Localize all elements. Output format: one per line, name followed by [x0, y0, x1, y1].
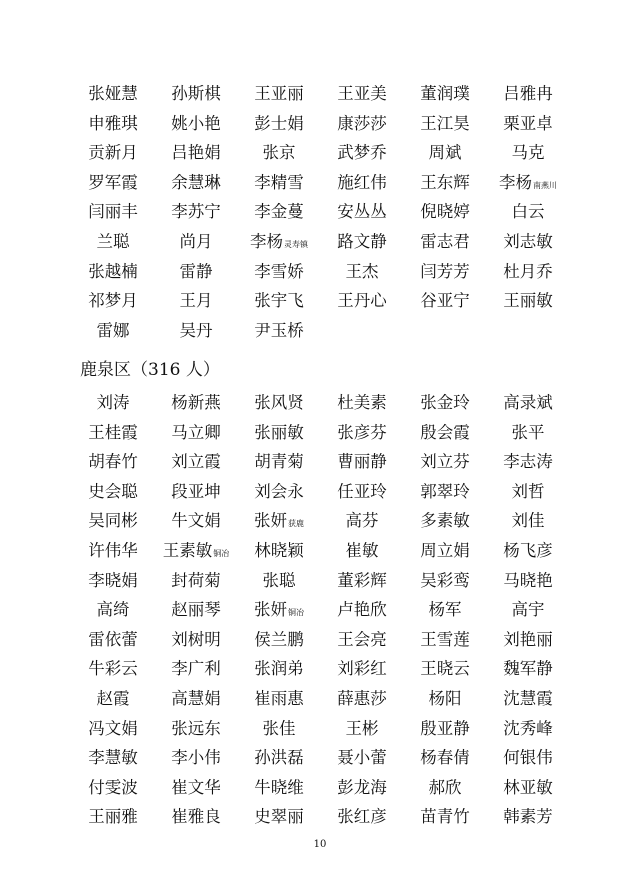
name-entry: [72, 418, 154, 448]
person-name: 曹丽静: [337, 452, 387, 472]
page-number: 10: [313, 839, 327, 850]
name-list-top: [72, 79, 592, 345]
name-entry: [238, 79, 320, 109]
name-entry: [404, 595, 486, 625]
name-entry: [72, 654, 154, 684]
name-entry: [238, 773, 320, 803]
name-entry: [321, 418, 403, 448]
name-entry: [238, 802, 320, 832]
person-name: 多素敏: [420, 511, 470, 531]
person-name: 尚月: [179, 231, 213, 251]
person-name: 高录斌: [503, 393, 553, 412]
name-entry: [238, 566, 320, 596]
name-entry: [404, 168, 486, 198]
person-name: 李杨: [499, 172, 532, 192]
person-name: 武梦乔: [337, 143, 387, 163]
person-name: 罗军霞: [88, 172, 138, 192]
person-name: 王丹心: [337, 291, 387, 311]
location-note: 铜冶: [288, 608, 304, 618]
person-name: 刘艳丽: [503, 629, 553, 649]
name-entry: [155, 802, 237, 832]
location-note: 铜冶: [213, 548, 230, 558]
person-name: 王桂霞: [88, 422, 138, 442]
person-name: 牛晓维: [254, 777, 304, 797]
name-entry: [238, 447, 320, 477]
person-name: 高芬: [345, 511, 379, 531]
person-name: 施红伟: [337, 172, 387, 192]
person-name: 王丽敏: [503, 291, 553, 311]
person-name: 贡新月: [88, 143, 138, 163]
person-name: 杨春倩: [420, 748, 470, 768]
person-name: 杨新燕: [171, 393, 221, 412]
name-entry: [238, 625, 320, 655]
name-entry: [487, 506, 569, 536]
person-name: 胡春竹: [88, 452, 138, 472]
person-name: 王晓云: [420, 659, 470, 679]
person-name: 杨阳: [428, 688, 462, 708]
person-name: 聂小蕾: [337, 748, 387, 768]
name-entry: [238, 536, 320, 566]
name-entry: [404, 773, 486, 803]
name-entry: [404, 477, 486, 507]
person-name: 王江昊: [420, 113, 470, 133]
person-name: 李志涛: [503, 452, 553, 472]
name-entry: [155, 743, 237, 773]
name-entry: [487, 418, 569, 448]
person-name: 卢艳欣: [337, 600, 387, 620]
person-name: 王彬: [345, 718, 379, 738]
person-name: 闫芳芳: [420, 261, 470, 281]
person-name: 张风贤: [254, 393, 304, 412]
name-entry: [404, 802, 486, 832]
name-entry: [72, 257, 154, 287]
name-entry: [72, 197, 154, 227]
person-name: 张平: [511, 422, 545, 442]
location-note: 南燕川: [533, 180, 557, 190]
person-name: 李金蔓: [254, 202, 304, 222]
name-entry: [487, 168, 569, 198]
person-name: 薛惠莎: [337, 688, 387, 708]
person-name: 李小伟: [171, 748, 221, 768]
name-entry: [155, 79, 237, 109]
name-entry: [238, 286, 320, 316]
name-entry: [404, 138, 486, 168]
person-name: 杨飞彦: [503, 540, 553, 560]
name-entry: [321, 595, 403, 625]
person-name: 林晓颖: [254, 540, 304, 560]
person-name: 殷会霞: [420, 422, 470, 442]
name-entry: [404, 625, 486, 655]
person-name: 张彦芬: [337, 422, 387, 442]
name-entry: [487, 566, 569, 596]
person-name: 吕艳娟: [171, 143, 221, 163]
name-entry: [487, 595, 569, 625]
person-name: 兰聪: [96, 231, 130, 251]
person-name: 高慧娟: [171, 688, 221, 708]
person-name: 马立卿: [171, 422, 221, 442]
name-entry: [404, 286, 486, 316]
name-entry: [72, 566, 154, 596]
person-name: 张娅慧: [88, 84, 138, 103]
name-entry: [321, 388, 403, 418]
name-entry: [155, 654, 237, 684]
name-entry: [72, 388, 154, 418]
name-entry: [72, 227, 154, 257]
person-name: 魏军静: [503, 659, 553, 679]
person-name: 牛彩云: [88, 659, 138, 679]
person-name: 雷娜: [96, 320, 130, 340]
person-name: 任亚玲: [337, 481, 387, 501]
location-note: 获鹿: [288, 519, 304, 529]
name-entry: [238, 168, 320, 198]
name-entry: [487, 477, 569, 507]
name-entry: [155, 197, 237, 227]
person-name: 林亚敏: [503, 777, 553, 797]
name-entry: [404, 418, 486, 448]
name-entry: [321, 168, 403, 198]
person-name: 祁梦月: [88, 291, 138, 311]
person-name: 高绮: [96, 600, 130, 620]
person-name: 张金玲: [420, 393, 470, 412]
person-name: 王雪莲: [420, 629, 470, 649]
name-entry: [404, 684, 486, 714]
name-entry: [72, 138, 154, 168]
name-entry: [321, 773, 403, 803]
name-entry: [404, 257, 486, 287]
person-name: 张聪: [262, 570, 296, 590]
name-entry: [487, 714, 569, 744]
name-entry: [72, 595, 154, 625]
name-entry: [72, 684, 154, 714]
person-name: 吴同彬: [88, 511, 138, 531]
name-entry: [321, 684, 403, 714]
name-entry: [155, 227, 237, 257]
name-entry: [321, 138, 403, 168]
name-entry: [404, 227, 486, 257]
name-entry: [404, 743, 486, 773]
person-name: 栗亚卓: [503, 113, 553, 133]
person-name: 封荷菊: [171, 570, 221, 590]
person-name: 冯文娟: [88, 718, 138, 738]
name-list-luquan: [72, 388, 592, 832]
person-name: 刘志敏: [503, 231, 553, 251]
name-entry: [72, 79, 154, 109]
person-name: 李晓娟: [88, 570, 138, 590]
person-name: 张妍: [254, 600, 287, 620]
name-entry: [238, 506, 320, 536]
person-name: 康莎莎: [337, 113, 387, 133]
name-entry: [72, 316, 154, 346]
name-entry: [487, 286, 569, 316]
person-name: 侯兰鹏: [254, 629, 304, 649]
name-entry: [72, 506, 154, 536]
person-name: 刘佳: [511, 511, 545, 531]
person-name: 赵霞: [96, 688, 130, 708]
person-name: 张红彦: [337, 807, 387, 827]
name-entry: [238, 477, 320, 507]
person-name: 史翠丽: [254, 807, 304, 827]
person-name: 王素敏: [162, 540, 213, 560]
name-entry: [72, 802, 154, 832]
person-name: 高宇: [511, 600, 545, 620]
person-name: 路文静: [337, 231, 387, 251]
name-entry: [155, 506, 237, 536]
person-name: 张越楠: [88, 261, 138, 281]
name-entry: [155, 477, 237, 507]
name-entry: [238, 654, 320, 684]
name-entry: [72, 447, 154, 477]
person-name: 赵丽琴: [171, 600, 221, 620]
person-name: 申雅琪: [88, 113, 138, 133]
person-name: 张远东: [171, 718, 221, 738]
person-name: 李慧敏: [88, 748, 138, 768]
name-entry: [321, 447, 403, 477]
name-entry: [487, 684, 569, 714]
name-entry: [155, 625, 237, 655]
name-entry: [72, 109, 154, 139]
name-entry: [238, 743, 320, 773]
person-name: 张妍: [254, 511, 287, 531]
person-name: 许伟华: [88, 540, 138, 560]
name-entry: [72, 743, 154, 773]
name-entry: [72, 625, 154, 655]
name-entry: [238, 714, 320, 744]
name-entry: [321, 506, 403, 536]
person-name: 孙洪磊: [254, 748, 304, 768]
name-entry: [155, 388, 237, 418]
person-name: 雷志君: [420, 231, 470, 251]
person-name: 雷静: [179, 261, 213, 281]
name-entry: [155, 316, 237, 346]
person-name: 李杨: [250, 231, 283, 251]
person-name: 苗青竹: [420, 807, 470, 827]
name-entry: [404, 109, 486, 139]
name-entry: [321, 197, 403, 227]
name-entry: [155, 257, 237, 287]
person-name: 张丽敏: [254, 422, 304, 442]
name-entry: [155, 773, 237, 803]
name-entry: [404, 506, 486, 536]
person-name: 何银伟: [503, 748, 553, 768]
person-name: 周斌: [428, 143, 462, 163]
person-name: 李广利: [171, 659, 221, 679]
name-entry: [487, 388, 569, 418]
name-entry: [238, 418, 320, 448]
name-entry: [321, 79, 403, 109]
person-name: 郭翠玲: [420, 481, 470, 501]
person-name: 杨军: [428, 600, 462, 620]
name-entry: [238, 227, 320, 257]
person-name: 雷依蕾: [88, 629, 138, 649]
person-name: 殷亚静: [420, 718, 470, 738]
name-entry: [404, 654, 486, 684]
person-name: 闫丽丰: [88, 202, 138, 222]
person-name: 余慧琳: [171, 172, 221, 192]
name-entry: [404, 566, 486, 596]
person-name: 王东辉: [420, 172, 470, 192]
name-entry: [404, 79, 486, 109]
name-entry: [238, 595, 320, 625]
name-entry: [321, 802, 403, 832]
name-entry: [155, 714, 237, 744]
name-entry: [155, 109, 237, 139]
person-name: 史会聪: [88, 481, 138, 501]
name-entry: [155, 536, 237, 566]
name-entry: [155, 286, 237, 316]
name-entry: [487, 227, 569, 257]
person-name: 李雪娇: [254, 261, 304, 281]
person-name: 张宇飞: [254, 291, 304, 311]
person-name: 刘涛: [96, 393, 130, 412]
person-name: 彭士娟: [254, 113, 304, 133]
person-name: 董润璞: [420, 84, 470, 103]
person-name: 韩素芳: [503, 807, 553, 827]
person-name: 张佳: [262, 718, 296, 738]
person-name: 吴丹: [179, 320, 213, 340]
person-name: 牛文娟: [171, 511, 221, 531]
name-entry: [487, 625, 569, 655]
person-name: 杜美素: [337, 393, 387, 412]
person-name: 崔敏: [345, 540, 379, 560]
name-entry: [238, 138, 320, 168]
name-entry: [487, 654, 569, 684]
person-name: 倪晓婷: [420, 202, 470, 222]
person-name: 吴彩鸾: [420, 570, 470, 590]
name-entry: [321, 536, 403, 566]
person-name: 王亚美: [337, 84, 387, 103]
name-entry: [155, 418, 237, 448]
person-name: 崔文华: [171, 777, 221, 797]
name-entry: [404, 447, 486, 477]
person-name: 王杰: [345, 261, 379, 281]
name-entry: [404, 197, 486, 227]
name-entry: [155, 684, 237, 714]
person-name: 刘立芬: [420, 452, 470, 472]
name-entry: [155, 447, 237, 477]
name-entry: [155, 138, 237, 168]
name-entry: [321, 743, 403, 773]
name-entry: [72, 477, 154, 507]
name-entry: [238, 684, 320, 714]
person-name: 王亚丽: [254, 84, 304, 103]
person-name: 刘树明: [171, 629, 221, 649]
person-name: 马克: [511, 143, 545, 163]
name-entry: [487, 138, 569, 168]
name-entry: [487, 197, 569, 227]
person-name: 董彩辉: [337, 570, 387, 590]
person-name: 周立娟: [420, 540, 470, 560]
person-name: 彭龙海: [337, 777, 387, 797]
name-entry: [321, 654, 403, 684]
name-entry: [72, 714, 154, 744]
person-name: 孙斯棋: [171, 84, 221, 103]
name-entry: [321, 714, 403, 744]
name-entry: [72, 286, 154, 316]
person-name: 王丽雅: [88, 807, 138, 827]
name-entry: [155, 566, 237, 596]
person-name: 胡青菊: [254, 452, 304, 472]
name-entry: [487, 802, 569, 832]
name-entry: [404, 714, 486, 744]
person-name: 张京: [262, 143, 296, 163]
name-entry: [487, 447, 569, 477]
location-note: 灵寿镇: [284, 239, 308, 249]
person-name: 白云: [511, 202, 545, 222]
name-entry: [487, 257, 569, 287]
name-entry: [321, 566, 403, 596]
name-entry: [155, 168, 237, 198]
name-entry: [238, 316, 320, 346]
name-entry: [487, 536, 569, 566]
name-entry: [72, 536, 154, 566]
name-entry: [321, 109, 403, 139]
person-name: 刘会永: [254, 481, 304, 501]
name-entry: [487, 743, 569, 773]
person-name: 李精雪: [254, 172, 304, 192]
person-name: 崔雅良: [171, 807, 221, 827]
person-name: 吕雅冉: [503, 84, 553, 103]
person-name: 付雯波: [88, 777, 138, 797]
name-entry: [487, 109, 569, 139]
name-entry: [238, 257, 320, 287]
person-name: 李苏宁: [171, 202, 221, 222]
section-heading-luquan: 鹿泉区（316 人）: [80, 360, 220, 380]
person-name: 谷亚宁: [420, 291, 470, 311]
name-entry: [321, 257, 403, 287]
name-entry: [72, 773, 154, 803]
person-name: 张润弟: [254, 659, 304, 679]
name-entry: [72, 168, 154, 198]
person-name: 尹玉桥: [254, 320, 304, 340]
name-entry: [321, 227, 403, 257]
name-entry: [155, 595, 237, 625]
person-name: 郝欣: [428, 777, 462, 797]
person-name: 沈秀峰: [503, 718, 553, 738]
person-name: 刘彩红: [337, 659, 387, 679]
person-name: 沈慧霞: [503, 688, 553, 708]
person-name: 段亚坤: [171, 481, 221, 501]
name-entry: [321, 477, 403, 507]
person-name: 马晓艳: [503, 570, 553, 590]
name-entry: [487, 79, 569, 109]
name-entry: [321, 625, 403, 655]
person-name: 王月: [179, 291, 213, 311]
person-name: 王会亮: [337, 629, 387, 649]
person-name: 崔雨惠: [254, 688, 304, 708]
person-name: 杜月乔: [503, 261, 553, 281]
name-entry: [321, 286, 403, 316]
name-entry: [404, 536, 486, 566]
name-entry: [404, 388, 486, 418]
name-entry: [238, 197, 320, 227]
person-name: 刘立霞: [171, 452, 221, 472]
person-name: 安丛丛: [337, 202, 387, 222]
person-name: 姚小艳: [171, 113, 221, 133]
person-name: 刘哲: [511, 481, 545, 501]
name-entry: [238, 388, 320, 418]
name-entry: [238, 109, 320, 139]
name-entry: [487, 773, 569, 803]
